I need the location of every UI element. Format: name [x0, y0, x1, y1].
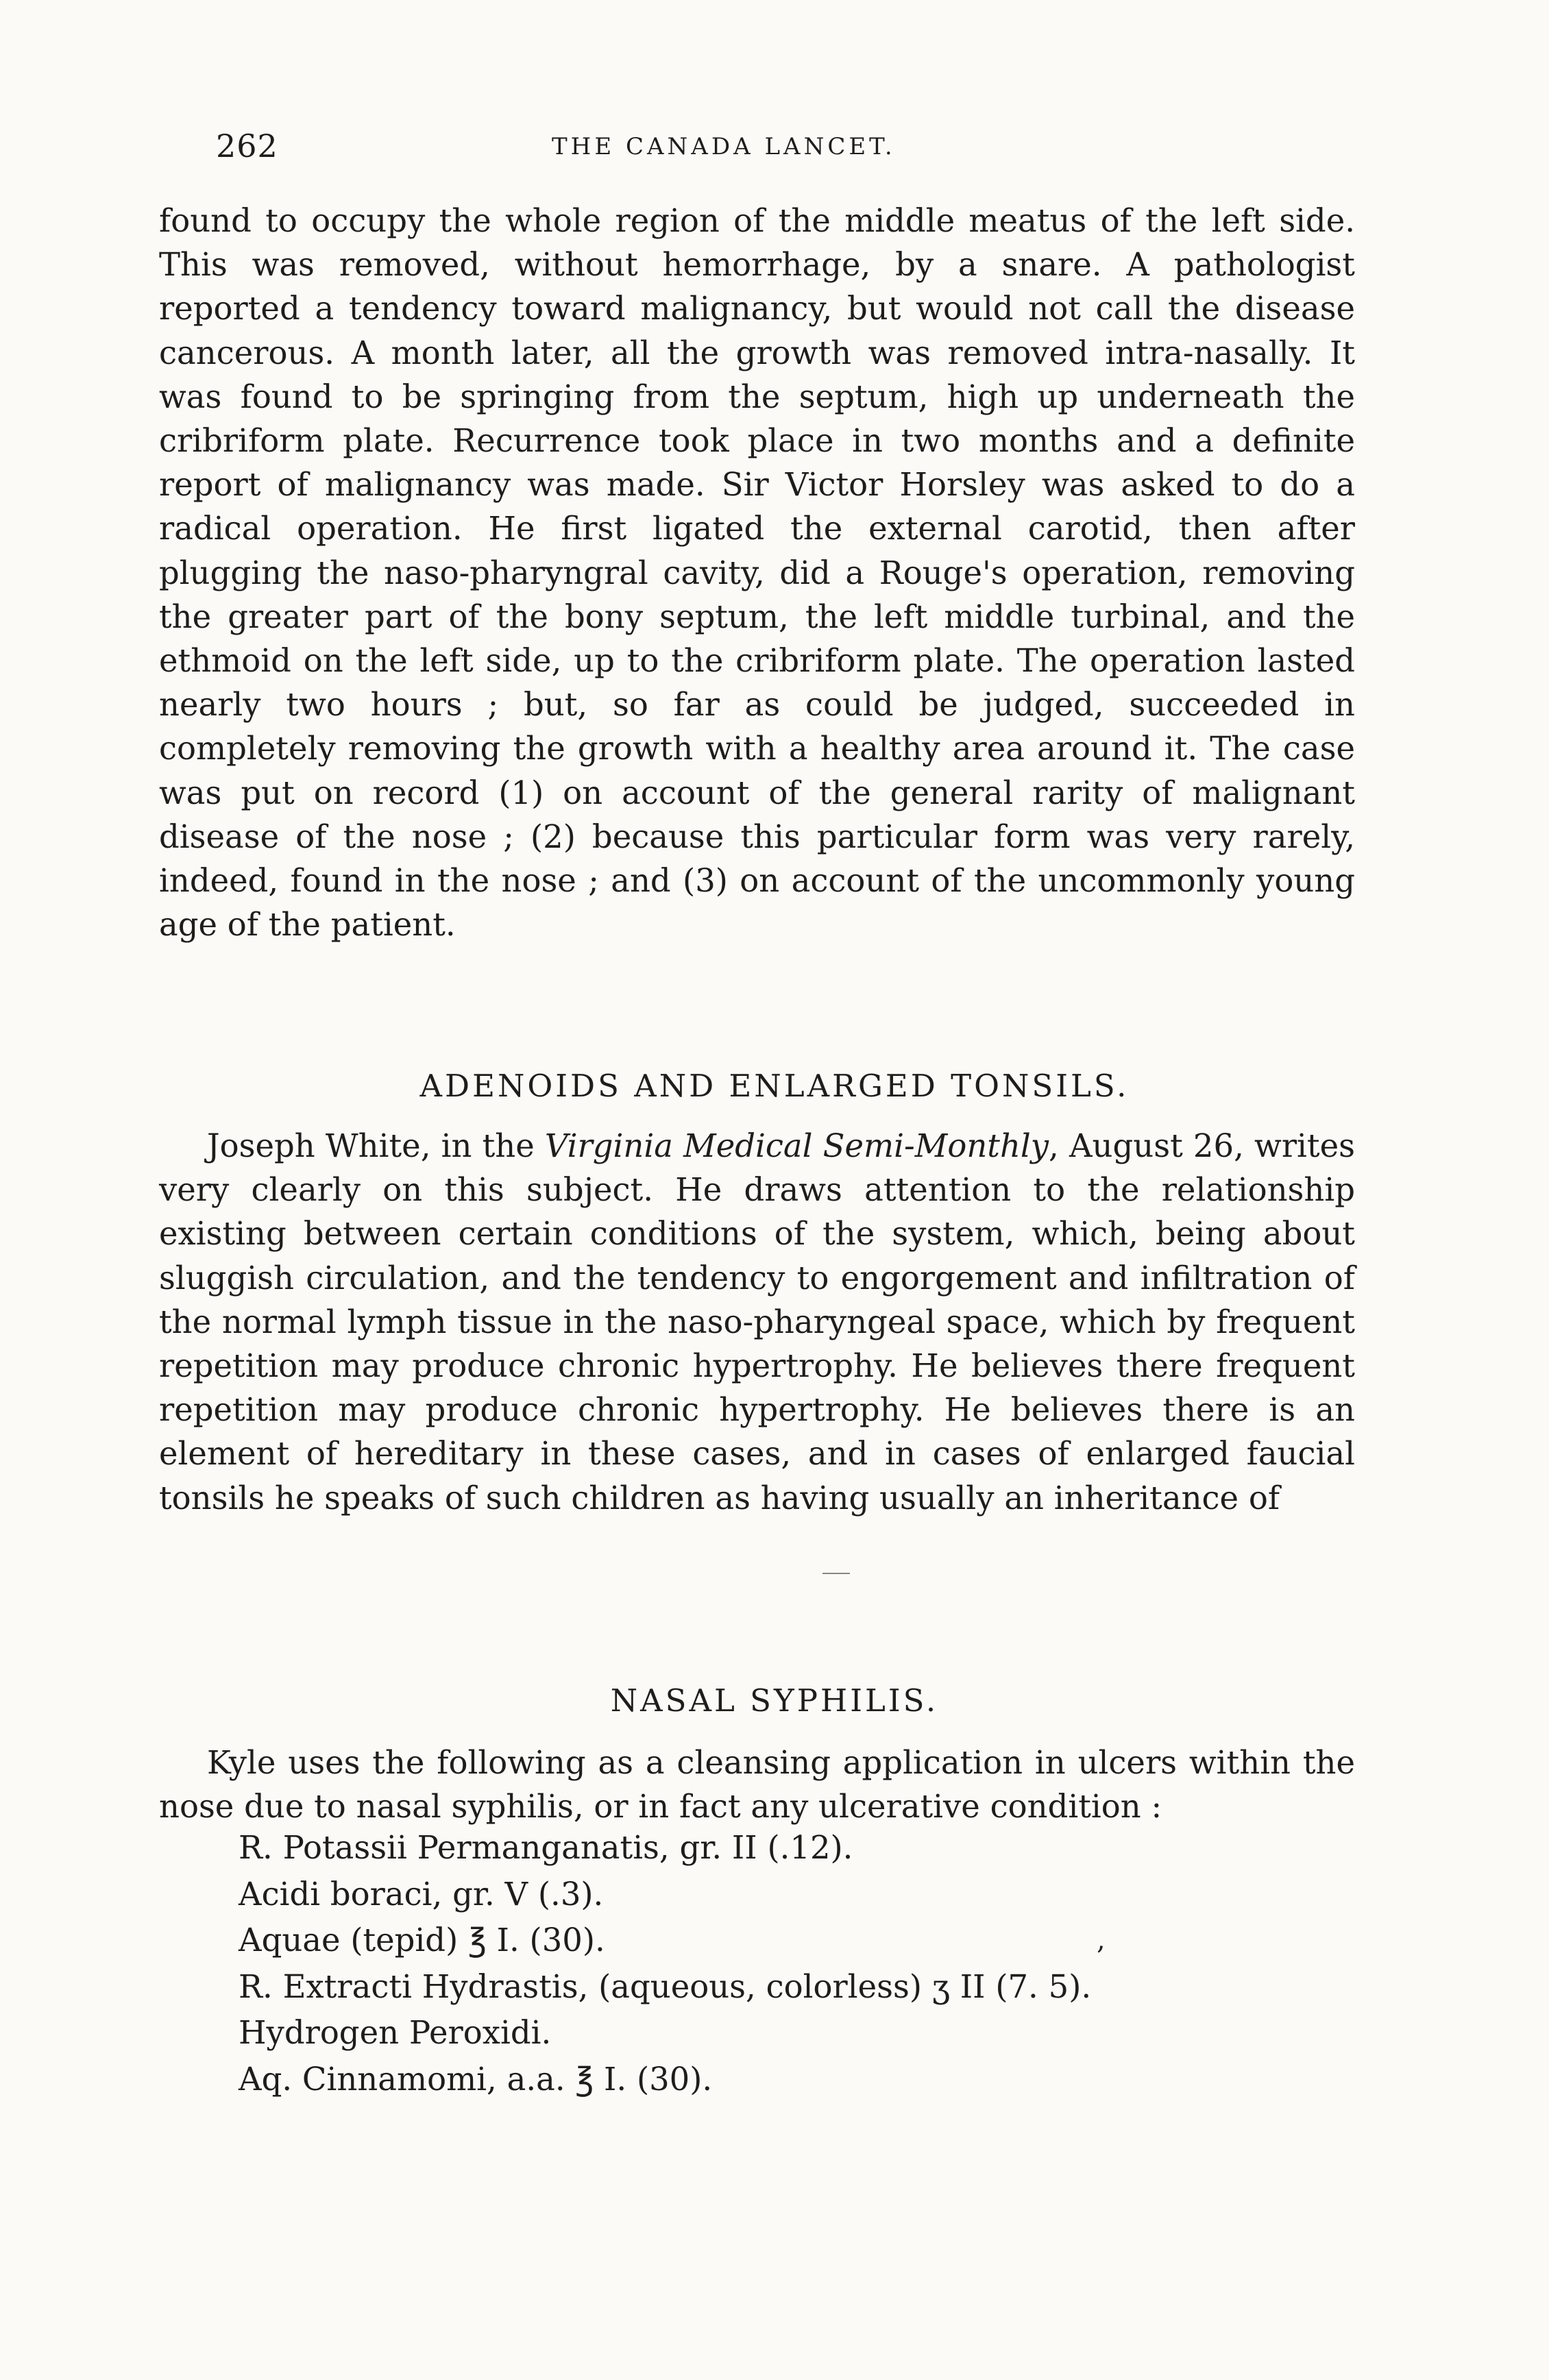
prescription-line: Aq. Cinnamomi, a.a. ℥ I. (30).: [239, 2060, 713, 2098]
adenoids-text-after-title: , August 26, writes very clearly on this subject. He draws attention to the relationship existing between certain conditions of the system, which, being about sluggish circulation, and the tendency to engorgement and infiltration of the normal lymph tissue in the naso-pharyngeal space, which by frequent repetition may produce chronic hypertrophy. He believes there frequent repetition may produce chronic hypertrophy. He believes there is an element of hereditary in these cases, and in cases of enlarged faucial tonsils he speaks of such children as having usually an inheritance of: [159, 1127, 1355, 1517]
prescription-line: Hydrogen Peroxidi.: [239, 2014, 552, 2051]
adenoids-heading: ADENOIDS AND ENLARGED TONSILS.: [419, 1068, 1130, 1104]
page-number: 262: [216, 127, 278, 164]
adenoids-text-before-title: Joseph White, in the: [207, 1127, 545, 1164]
case-report-paragraph: found to occupy the whole region of the middle meatus of the left side. This was removed, without hemorrhage, by a snare. A pathologist reported a tendency toward malignancy, but would not call the disease cancerous. A month later, all the growth was removed intra-nasally. It was found to be springing from the septum, high up underneath the cribriform plate. Recurrence took place in two months and a definite report of malignancy was made. Sir Victor Horsley was asked to do a radical operation. He first ligated the external carotid, then after plugging the naso-pharyngral cavity, did a Rouge's operation, removing the greater part of the bony septum, the left middle turbinal, and the ethmoid on the left side, up to the cribriform plate. The operation lasted nearly two hours ; but, so far as could be judged, succeeded in completely removing the growth with a healthy area around it. The case was put on record (1) on account of the general rarity of malignant disease of the nose ; (2) because this particular form was very rarely, indeed, found in the nose ; and (3) on account of the uncommonly young age of the patient.: [159, 202, 1355, 944]
prescription-line: R. Extracti Hydrastis, (aqueous, colorless) ʒ II (7. 5).: [239, 1967, 1092, 2005]
prescription-list: [239, 1825, 1363, 2102]
stray-print-mark: ,: [1097, 1924, 1106, 1956]
journal-name: Virginia Medical Semi-Monthly: [544, 1127, 1049, 1164]
journal-title: THE CANADA LANCET.: [552, 133, 896, 160]
prescription-line: Aquae (tepid) ℥ I. (30).: [239, 1922, 605, 1959]
nasal-syphilis-heading: NASAL SYPHILIS.: [610, 1682, 939, 1719]
running-head: [0, 127, 1549, 169]
prescription-line: R. Potassii Permanganatis, gr. II (.12).: [239, 1829, 853, 1866]
prescription-line: Acidi boraci, gr. V (.3).: [239, 1875, 604, 1913]
section-divider-mark: [822, 1573, 850, 1574]
nasal-syphilis-intro: [159, 1741, 1355, 1828]
adenoids-paragraph: [159, 1124, 1355, 1520]
nasal-syphilis-intro-text: Kyle uses the following as a cleansing application in ulcers within the nose due to nasal syphilis, or in fact any ulcerative condition :: [159, 1744, 1355, 1826]
